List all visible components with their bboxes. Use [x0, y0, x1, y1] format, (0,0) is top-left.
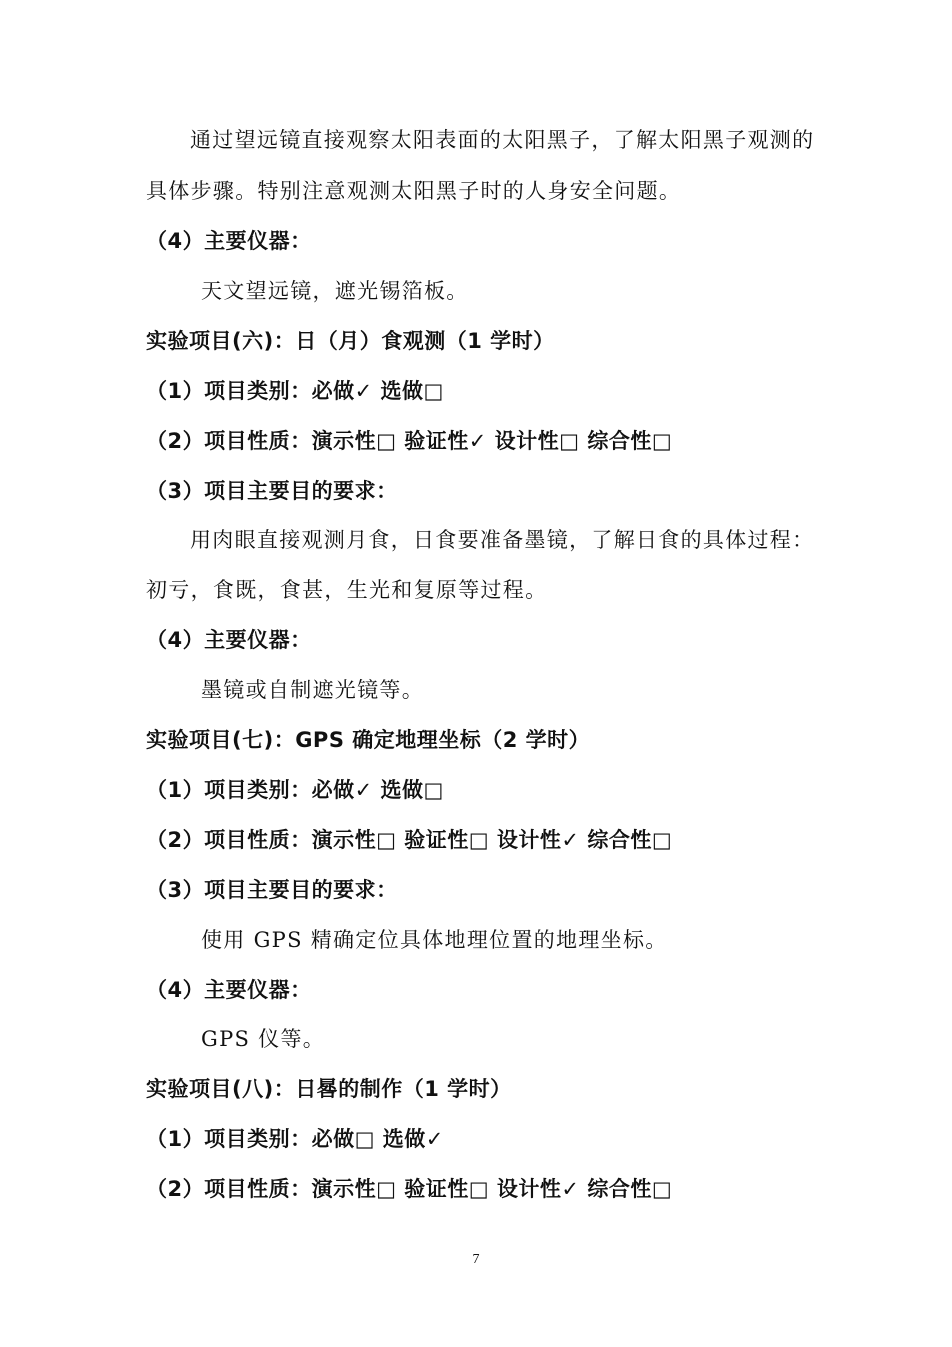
paragraph-line: 具体步骤。特别注意观测太阳黑子时的人身安全问题。 [146, 179, 682, 203]
subsection-heading: （3）项目主要目的要求： [146, 479, 398, 503]
subsection-heading: （1）项目类别：必做✓ 选做□ [146, 778, 444, 802]
subsection-heading: （2）项目性质：演示性□ 验证性✓ 设计性□ 综合性□ [146, 429, 673, 453]
experiment-title: 实验项目(七)：GPS 确定地理坐标（2 学时） [146, 728, 591, 752]
experiment-title: 实验项目(八)：日晷的制作（1 学时） [146, 1077, 512, 1101]
page-number: 7 [472, 1252, 480, 1267]
experiment-title: 实验项目(六)：日（月）食观测（1 学时） [146, 329, 555, 353]
paragraph-line: 通过望远镜直接观察太阳表面的太阳黑子，了解太阳黑子观测的 [190, 128, 815, 152]
subsection-heading: （1）项目类别：必做✓ 选做□ [146, 379, 444, 403]
paragraph-line: 天文望远镜，遮光锡箔板。 [201, 279, 469, 303]
subsection-heading: （4）主要仪器： [146, 229, 312, 253]
paragraph-line: GPS 仪等。 [201, 1027, 326, 1051]
subsection-heading: （1）项目类别：必做□ 选做✓ [146, 1127, 444, 1151]
paragraph-line: 使用 GPS 精确定位具体地理位置的地理坐标。 [201, 928, 668, 952]
paragraph-line: 墨镜或自制遮光镜等。 [201, 678, 424, 702]
subsection-heading: （4）主要仪器： [146, 978, 312, 1002]
subsection-heading: （2）项目性质：演示性□ 验证性□ 设计性✓ 综合性□ [146, 1177, 673, 1201]
subsection-heading: （4）主要仪器： [146, 628, 312, 652]
paragraph-line: 用肉眼直接观测月食，日食要准备墨镜，了解日食的具体过程： [190, 528, 815, 552]
subsection-heading: （3）项目主要目的要求： [146, 878, 398, 902]
paragraph-line: 初亏，食既，食甚，生光和复原等过程。 [146, 578, 548, 602]
subsection-heading: （2）项目性质：演示性□ 验证性□ 设计性✓ 综合性□ [146, 828, 673, 852]
